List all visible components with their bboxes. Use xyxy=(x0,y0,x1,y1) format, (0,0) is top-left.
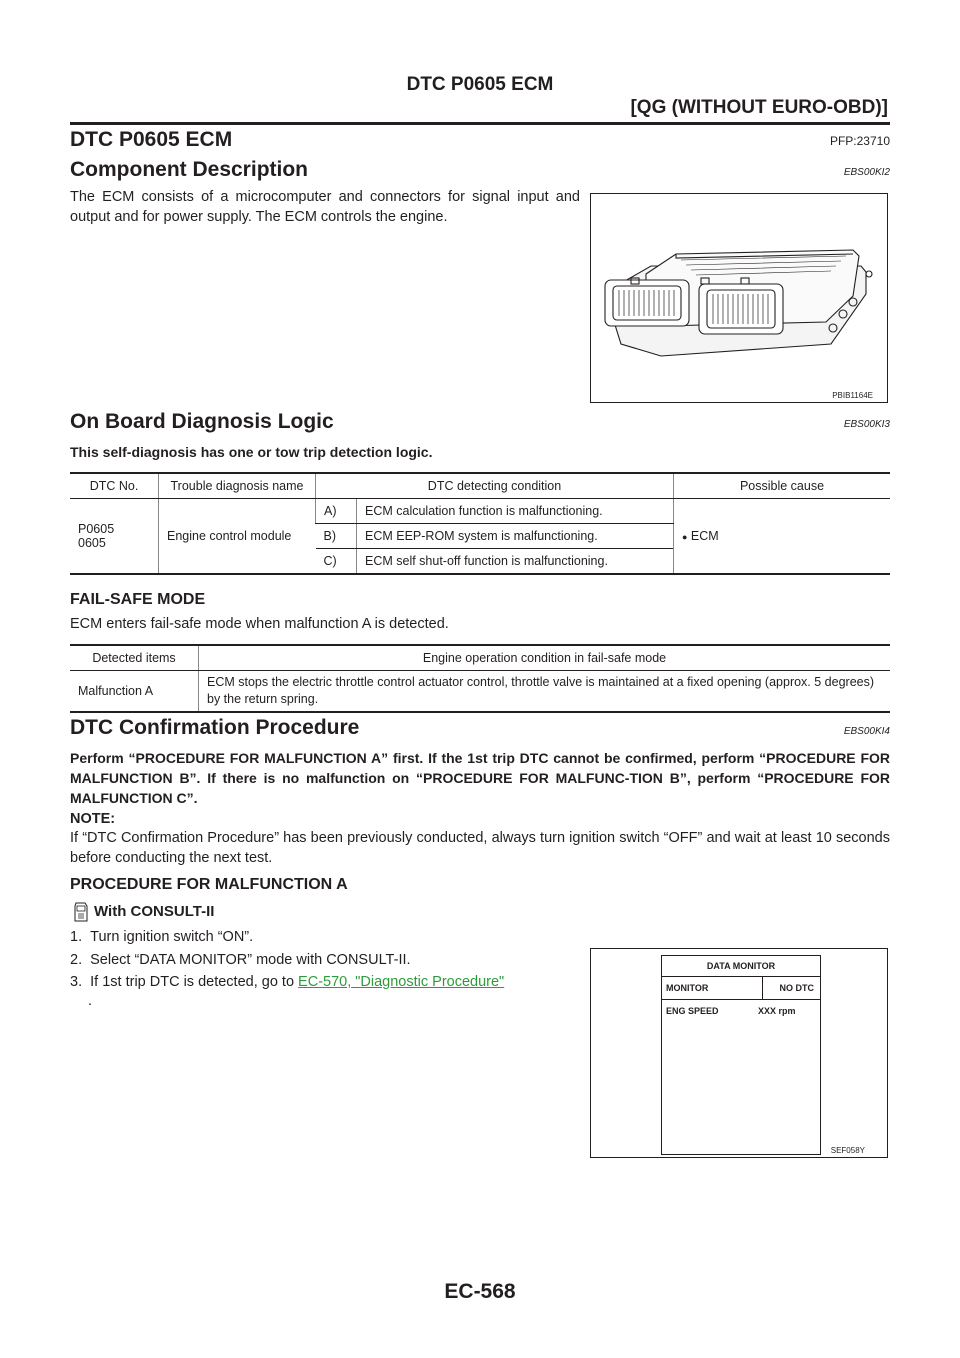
step-number: 1. xyxy=(70,929,83,945)
monitor-screen xyxy=(661,955,821,1155)
monitor-col-label: MONITOR xyxy=(666,983,709,993)
dtc-table xyxy=(70,472,890,575)
data-monitor-figure xyxy=(590,948,888,1158)
step-3 xyxy=(70,972,582,992)
condition-text: ECM calculation function is malfunctioning. xyxy=(357,499,674,524)
monitor-status-row xyxy=(662,977,820,1000)
component-description-heading: Component Description xyxy=(70,158,309,181)
note-text: If “DTC Confirmation Procedure” has been previously conducted, always turn ignition switch “OFF” and wait at least 10 seconds before conducting the next test. xyxy=(70,830,890,866)
step-text: Select “DATA MONITOR” mode with CONSULT-II. xyxy=(90,952,411,968)
page-number: EC-568 xyxy=(444,1280,516,1303)
obd-heading: On Board Diagnosis Logic xyxy=(70,410,334,433)
component-code: EBS00KI2 xyxy=(843,167,890,178)
failsafe-header-condition: Engine operation condition in fail-safe mode xyxy=(199,645,891,671)
condition-letter: A) xyxy=(316,499,357,524)
failsafe-table xyxy=(70,644,890,713)
failsafe-header-items: Detected items xyxy=(70,645,199,671)
step-text: Turn ignition switch “ON”. xyxy=(90,929,254,945)
dtc-header-name: Trouble diagnosis name xyxy=(159,473,316,499)
confirmation-heading: DTC Confirmation Procedure xyxy=(70,716,360,739)
failsafe-item: Malfunction A xyxy=(70,671,199,713)
monitor-status: NO DTC xyxy=(779,983,814,993)
condition-letter: C) xyxy=(316,549,357,575)
pfp-code: PFP:23710 xyxy=(829,134,890,148)
dtc-no-short: 0605 xyxy=(78,536,106,550)
component-text: The ECM consists of a microcomputer and connectors for signal input and output and for power supply. The ECM controls the engine. xyxy=(70,189,580,225)
step-2 xyxy=(70,950,411,970)
possible-cause xyxy=(674,499,891,575)
monitor-figure-code: SEF058Y xyxy=(830,1146,865,1155)
diagnostic-procedure-link[interactable]: EC-570, "Diagnostic Procedure" xyxy=(298,974,505,990)
note-label: NOTE: xyxy=(70,811,116,827)
dtc-no: P0605 xyxy=(78,522,115,536)
ecm-figure xyxy=(590,193,888,403)
section-title: DTC P0605 ECM xyxy=(70,128,233,151)
monitor-col-divider xyxy=(762,977,763,999)
dtc-name: Engine control module xyxy=(159,499,316,575)
possible-cause-text: ECM xyxy=(690,529,719,543)
step-number: 2. xyxy=(70,952,83,968)
monitor-item: ENG SPEED xyxy=(666,1006,719,1016)
failsafe-heading: FAIL-SAFE MODE xyxy=(70,591,206,608)
condition-letter: B) xyxy=(316,524,357,549)
condition-text: ECM self shut-off function is malfunctioning. xyxy=(357,549,674,575)
confirmation-perform: Perform “PROCEDURE FOR MALFUNCTION A” first. If the 1st trip DTC cannot be confirmed, perform “PROCEDURE FOR MALFUNCTION B”. If there is no malfunction on “PROCEDURE FOR MALFUNC-TION B”, perform “PROCEDURE FOR MALFUNCTION C”. xyxy=(70,750,890,806)
monitor-item-row xyxy=(662,1000,820,1022)
failsafe-text: ECM enters fail-safe mode when malfunction A is detected. xyxy=(70,616,449,632)
step-number: 3. xyxy=(70,974,83,990)
confirmation-code: EBS00KI4 xyxy=(843,726,890,737)
obd-intro: This self-diagnosis has one or tow trip detection logic. xyxy=(70,444,433,460)
ecm-illustration xyxy=(591,194,887,402)
step-1 xyxy=(70,927,253,947)
condition-text: ECM EEP-ROM system is malfunctioning. xyxy=(357,524,674,549)
bullet-icon: ● xyxy=(682,532,688,542)
step-text: If 1st trip DTC is detected, go to xyxy=(90,974,299,990)
dtc-header-no: DTC No. xyxy=(70,473,159,499)
ecm-figure-code: PBIB1164E xyxy=(832,391,873,400)
header-divider xyxy=(70,122,890,125)
dtc-header-cause: Possible cause xyxy=(674,473,891,499)
step-3-tail: . xyxy=(88,993,93,1009)
obd-code: EBS00KI3 xyxy=(843,419,890,430)
running-header-subtitle: [QG (WITHOUT EURO-OBD)] xyxy=(630,97,888,118)
monitor-value: XXX rpm xyxy=(758,1006,796,1016)
monitor-title: DATA MONITOR xyxy=(662,956,820,977)
with-consult-label: With CONSULT-II xyxy=(94,903,215,920)
failsafe-condition: ECM stops the electric throttle control actuator control, throttle valve is maintained at a fixed opening (approx. 5 degrees) by the return spring. xyxy=(199,671,891,713)
dtc-header-condition: DTC detecting condition xyxy=(316,473,674,499)
consult-tester-icon xyxy=(72,902,90,922)
procedure-a-heading: PROCEDURE FOR MALFUNCTION A xyxy=(70,876,348,893)
running-header-title: DTC P0605 ECM xyxy=(406,74,554,95)
dtc-no-cell xyxy=(70,499,159,575)
